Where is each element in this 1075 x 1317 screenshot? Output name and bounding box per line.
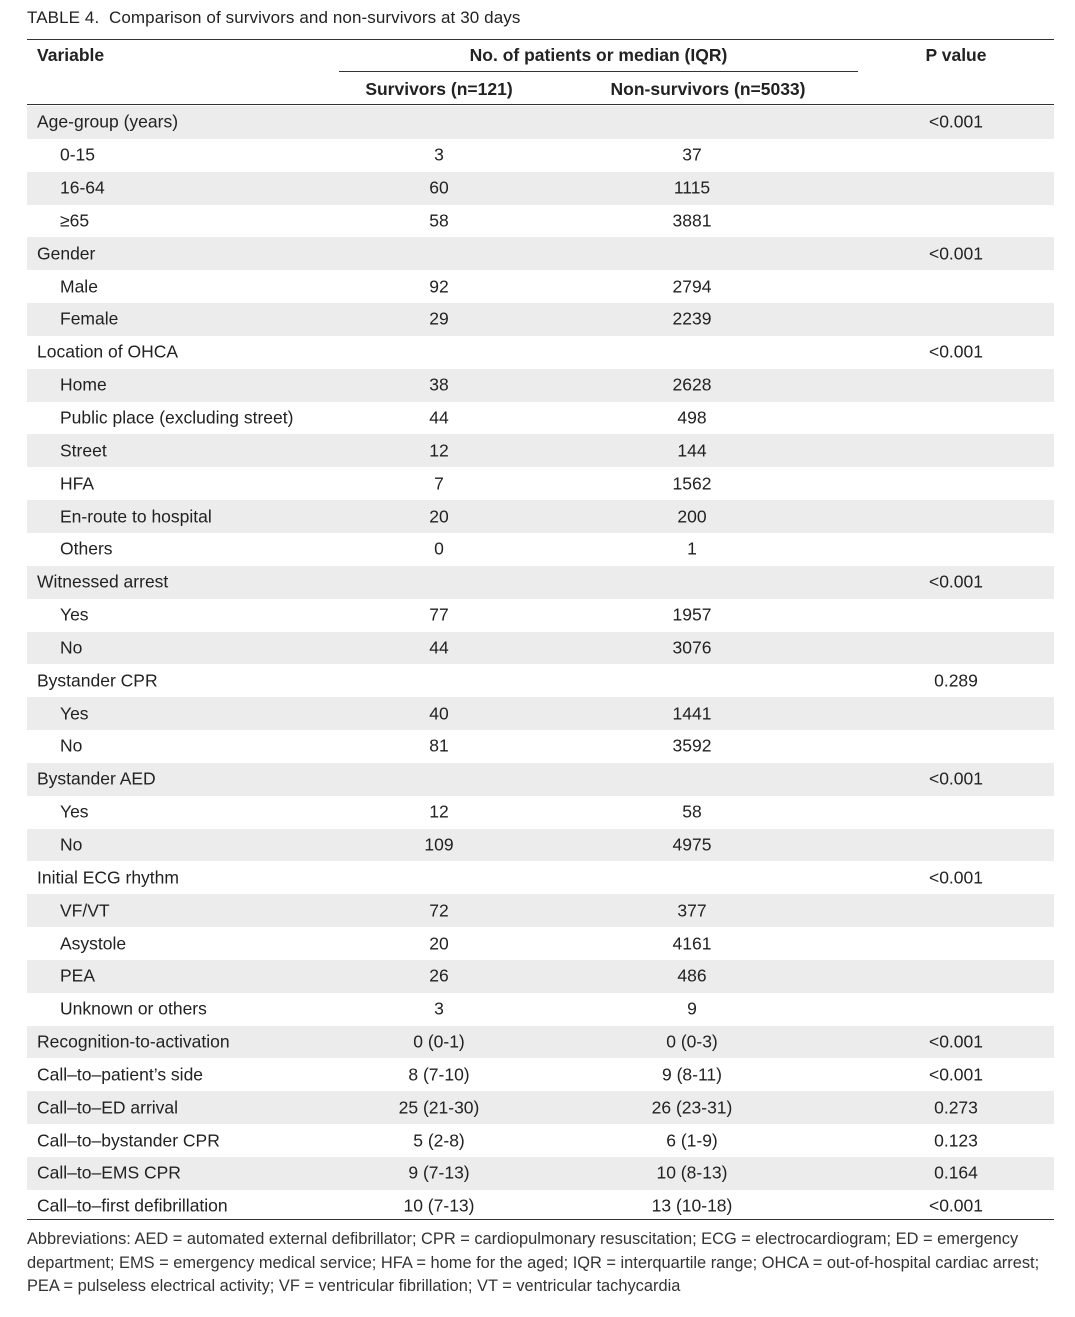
survivors-cell: 0 bbox=[434, 538, 444, 559]
header-rule bbox=[27, 104, 1054, 105]
survivors-cell: 5 (2-8) bbox=[413, 1130, 465, 1151]
table-row bbox=[27, 796, 1054, 829]
nonsurvivors-cell: 144 bbox=[677, 440, 707, 461]
table-row bbox=[27, 829, 1054, 862]
nonsurvivors-cell: 6 (1-9) bbox=[666, 1130, 718, 1151]
nonsurvivors-cell: 498 bbox=[677, 407, 707, 428]
table-row bbox=[27, 500, 1054, 533]
survivors-cell: 10 (7-13) bbox=[403, 1195, 475, 1216]
nonsurvivors-cell: 1 bbox=[687, 538, 697, 559]
row-label: Female bbox=[60, 308, 119, 329]
survivors-cell: 92 bbox=[429, 276, 449, 297]
nonsurvivors-cell: 10 (8-13) bbox=[656, 1162, 728, 1183]
survivors-cell: 40 bbox=[429, 703, 449, 724]
row-label: Witnessed arrest bbox=[37, 571, 169, 592]
table-footnote: Abbreviations: AED = automated external defibrillator; CPR = cardiopulmonary resuscitation; ECG = electrocardiogram; ED = emergency department; EMS = emergency medical service; HFA = home for the aged; IQR = interquartile range; OHCA = out-of-hospital cardiac arrest; PEA = pulseless electrical activity; VF = ventricular fibrillation; VT = ventricular tachycardia bbox=[27, 1230, 1040, 1295]
survivors-cell: 109 bbox=[424, 834, 454, 855]
row-label: Public place (excluding street) bbox=[60, 407, 294, 428]
row-label: Call–to–patient’s side bbox=[37, 1064, 204, 1085]
row-label: Male bbox=[60, 276, 98, 297]
table-row bbox=[27, 894, 1054, 927]
row-label: Call–to–EMS CPR bbox=[37, 1162, 181, 1183]
row-label: PEA bbox=[60, 965, 96, 986]
nonsurvivors-cell: 377 bbox=[677, 900, 707, 921]
nonsurvivors-cell: 1441 bbox=[672, 703, 712, 724]
row-label: Recognition-to-activation bbox=[37, 1031, 230, 1052]
table-row bbox=[27, 763, 1054, 796]
nonsurvivors-cell: 4975 bbox=[672, 834, 712, 855]
row-label: Bystander AED bbox=[37, 768, 156, 789]
table-row bbox=[27, 467, 1054, 500]
row-label: Gender bbox=[37, 243, 96, 264]
row-label: ≥65 bbox=[60, 210, 90, 231]
pvalue-cell: <0.001 bbox=[928, 243, 983, 264]
header-variable: Variable bbox=[37, 45, 105, 65]
nonsurvivors-cell: 9 bbox=[687, 998, 697, 1019]
pvalue-cell: <0.001 bbox=[928, 111, 983, 132]
nonsurvivors-cell: 1115 bbox=[673, 177, 711, 198]
nonsurvivors-cell: 0 (0-3) bbox=[666, 1031, 718, 1052]
nonsurvivors-cell: 58 bbox=[682, 801, 702, 822]
table-row bbox=[27, 303, 1054, 336]
pvalue-cell: 0.289 bbox=[934, 670, 978, 691]
table-row bbox=[27, 1058, 1054, 1091]
pvalue-cell: <0.001 bbox=[928, 341, 983, 362]
row-label: Asystole bbox=[60, 933, 127, 954]
header-nonsurvivors: Non-survivors (n=5033) bbox=[610, 79, 806, 99]
survivors-cell: 20 bbox=[429, 506, 449, 527]
nonsurvivors-cell: 2794 bbox=[672, 276, 712, 297]
nonsurvivors-cell: 3881 bbox=[672, 210, 712, 231]
pvalue-cell: <0.001 bbox=[928, 1064, 983, 1085]
row-label: No bbox=[60, 637, 83, 658]
table-row bbox=[27, 172, 1054, 205]
row-label: Call–to–bystander CPR bbox=[37, 1130, 220, 1151]
pvalue-cell: 0.164 bbox=[934, 1162, 978, 1183]
table-row bbox=[27, 369, 1054, 402]
survivors-cell: 72 bbox=[429, 900, 449, 921]
table-row bbox=[27, 336, 1054, 369]
row-label: 0-15 bbox=[60, 144, 96, 165]
nonsurvivors-cell: 9 (8-11) bbox=[662, 1064, 722, 1085]
nonsurvivors-cell: 1562 bbox=[672, 473, 712, 494]
table-row bbox=[27, 533, 1054, 566]
survivors-cell: 12 bbox=[429, 801, 449, 822]
row-label: Call–to–first defibrillation bbox=[37, 1195, 228, 1216]
row-label: Street bbox=[60, 440, 107, 461]
table-row bbox=[27, 1091, 1054, 1124]
table-row bbox=[27, 237, 1054, 270]
header-pvalue: P value bbox=[925, 45, 987, 65]
nonsurvivors-cell: 3592 bbox=[672, 735, 712, 756]
nonsurvivors-cell: 37 bbox=[682, 144, 702, 165]
survivors-cell: 8 (7-10) bbox=[408, 1064, 470, 1085]
row-label: Yes bbox=[60, 801, 89, 822]
row-label: Yes bbox=[60, 703, 89, 724]
table-row bbox=[27, 106, 1054, 139]
pvalue-cell: 0.273 bbox=[934, 1097, 978, 1118]
row-label: Age-group (years) bbox=[37, 111, 179, 132]
row-label: Unknown or others bbox=[60, 998, 207, 1019]
row-label: VF/VT bbox=[60, 900, 110, 921]
survivors-cell: 81 bbox=[429, 735, 449, 756]
table-row bbox=[27, 139, 1054, 172]
survivors-cell: 20 bbox=[429, 933, 449, 954]
table-row bbox=[27, 1190, 1054, 1223]
table-caption bbox=[27, 8, 520, 28]
pvalue-cell: <0.001 bbox=[928, 1195, 983, 1216]
nonsurvivors-cell: 1957 bbox=[672, 604, 712, 625]
header-group: No. of patients or median (IQR) bbox=[469, 45, 728, 65]
table-row bbox=[27, 402, 1054, 435]
row-label: Initial ECG rhythm bbox=[37, 867, 179, 888]
survivors-cell: 60 bbox=[429, 177, 449, 198]
row-label: Home bbox=[60, 374, 107, 395]
survivors-cell: 7 bbox=[434, 473, 444, 494]
row-label: 16-64 bbox=[60, 177, 105, 198]
table-body bbox=[27, 106, 1054, 1223]
table-row bbox=[27, 927, 1054, 960]
row-label: Call–to–ED arrival bbox=[37, 1097, 179, 1118]
table-row bbox=[27, 960, 1054, 993]
nonsurvivors-cell: 3076 bbox=[672, 637, 712, 658]
table-row bbox=[27, 993, 1054, 1026]
table-row bbox=[27, 697, 1054, 730]
survivors-cell: 3 bbox=[434, 998, 444, 1019]
pvalue-cell: <0.001 bbox=[928, 768, 983, 789]
nonsurvivors-cell: 13 (10-18) bbox=[651, 1195, 733, 1216]
top-rule bbox=[27, 39, 1054, 40]
survivors-cell: 3 bbox=[434, 144, 444, 165]
nonsurvivors-cell: 4161 bbox=[672, 933, 712, 954]
table-label: TABLE 4. bbox=[27, 8, 100, 27]
row-label: Yes bbox=[60, 604, 89, 625]
survivors-cell: 29 bbox=[429, 308, 449, 329]
table-title: Comparison of survivors and non-survivors at 30 days bbox=[108, 8, 521, 27]
survivors-cell: 12 bbox=[429, 440, 449, 461]
table-row bbox=[27, 1157, 1054, 1190]
nonsurvivors-cell: 2628 bbox=[672, 374, 712, 395]
survivors-cell: 58 bbox=[429, 210, 449, 231]
row-label: Bystander CPR bbox=[37, 670, 158, 691]
table-row bbox=[27, 861, 1054, 894]
row-label: En-route to hospital bbox=[60, 506, 212, 527]
row-label: No bbox=[60, 834, 83, 855]
pvalue-cell: <0.001 bbox=[928, 1031, 983, 1052]
survivors-cell: 44 bbox=[429, 637, 449, 658]
survivors-cell: 9 (7-13) bbox=[408, 1162, 470, 1183]
row-label: Location of OHCA bbox=[37, 341, 179, 362]
row-label: No bbox=[60, 735, 83, 756]
survivors-cell: 25 (21-30) bbox=[398, 1097, 480, 1118]
table-row bbox=[27, 205, 1054, 238]
table-row bbox=[27, 1026, 1054, 1059]
table-row bbox=[27, 664, 1054, 697]
table-row bbox=[27, 599, 1054, 632]
header-survivors: Survivors (n=121) bbox=[365, 79, 513, 99]
survivors-cell: 44 bbox=[429, 407, 449, 428]
nonsurvivors-cell: 26 (23-31) bbox=[651, 1097, 733, 1118]
pvalue-cell: 0.123 bbox=[934, 1130, 978, 1151]
row-label: HFA bbox=[60, 473, 95, 494]
nonsurvivors-cell: 200 bbox=[677, 506, 707, 527]
pvalue-cell: <0.001 bbox=[928, 571, 983, 592]
survivors-cell: 26 bbox=[429, 965, 449, 986]
table-row bbox=[27, 434, 1054, 467]
table-row bbox=[27, 566, 1054, 599]
table-row bbox=[27, 1124, 1054, 1157]
survivors-cell: 0 (0-1) bbox=[413, 1031, 465, 1052]
row-label: Others bbox=[60, 538, 113, 559]
table-row bbox=[27, 270, 1054, 303]
bottom-rule bbox=[27, 1219, 1054, 1220]
survivors-cell: 77 bbox=[429, 604, 449, 625]
survivors-cell: 38 bbox=[429, 374, 449, 395]
table-row bbox=[27, 730, 1054, 763]
table-row bbox=[27, 632, 1054, 665]
nonsurvivors-cell: 2239 bbox=[672, 308, 712, 329]
group-underline bbox=[339, 71, 858, 72]
nonsurvivors-cell: 486 bbox=[677, 965, 707, 986]
pvalue-cell: <0.001 bbox=[928, 867, 983, 888]
